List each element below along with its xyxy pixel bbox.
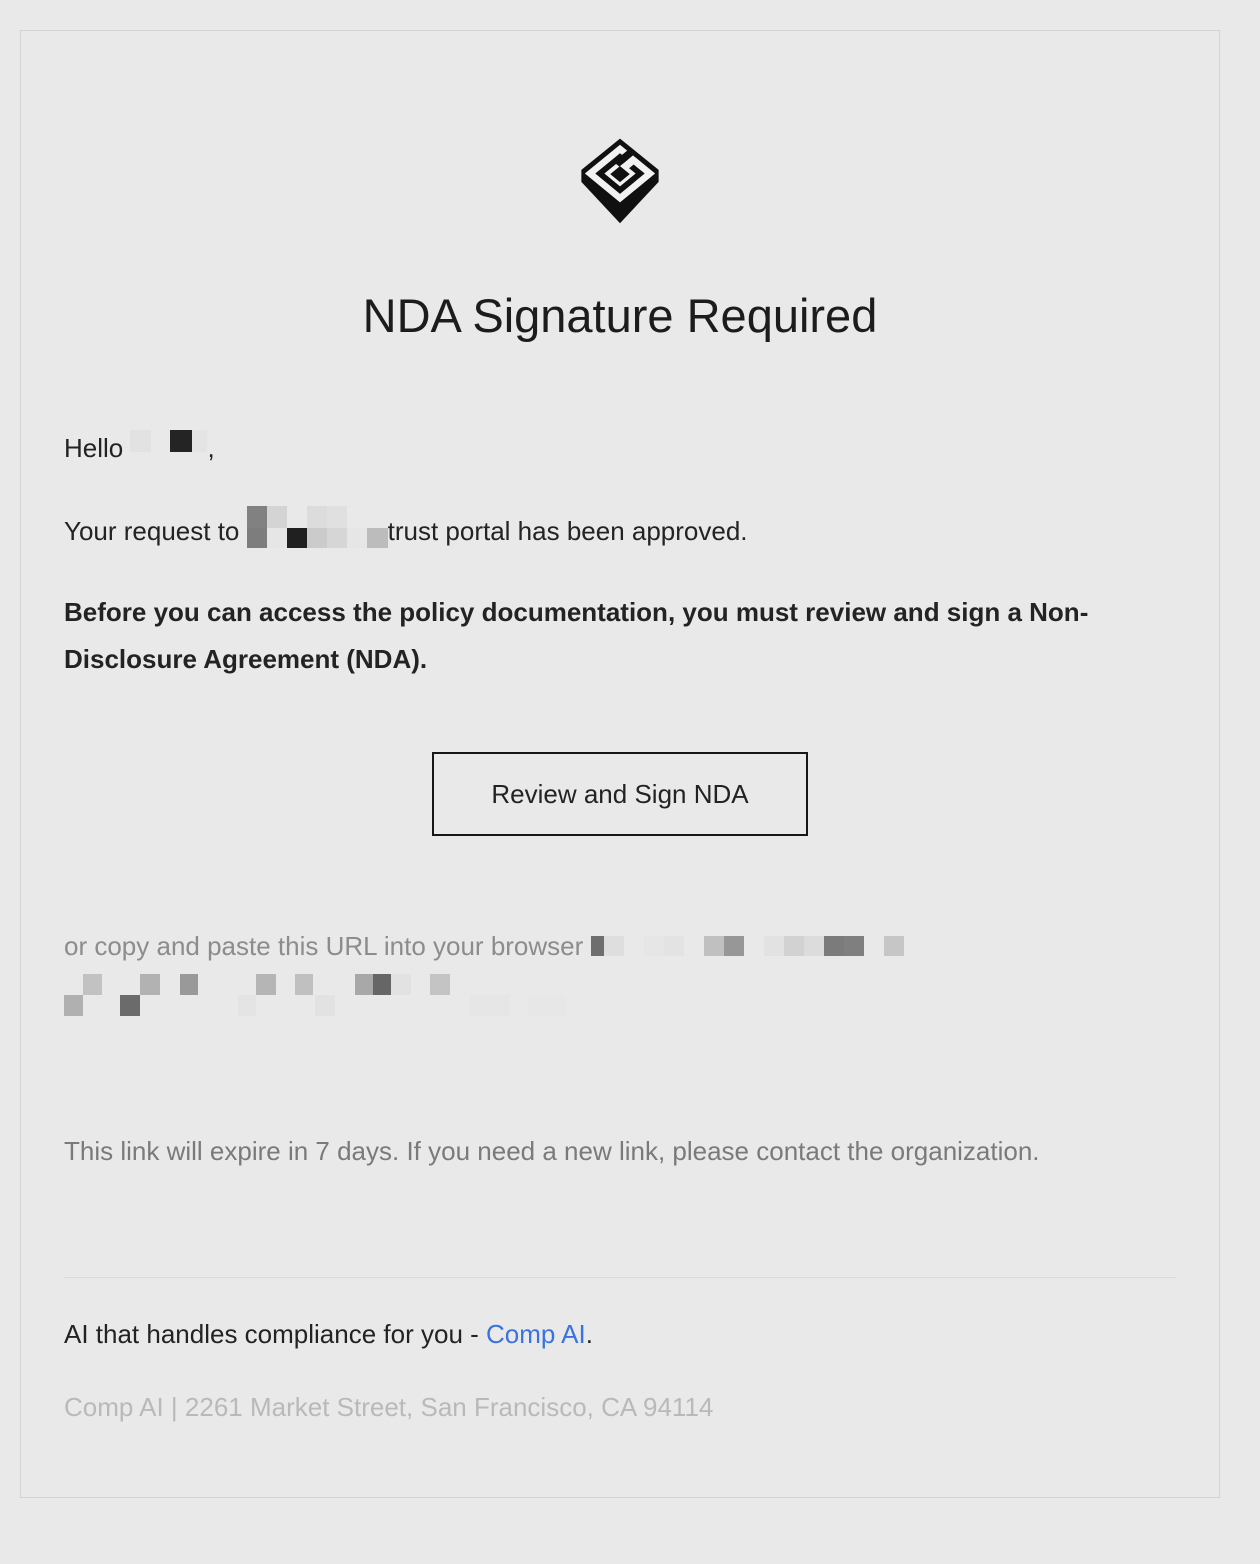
tagline-period: .: [585, 1319, 593, 1349]
nda-notice-line-2: Disclosure Agreement (NDA).: [64, 644, 428, 674]
comp-ai-logo-icon: [574, 134, 666, 226]
review-sign-nda-button[interactable]: Review and Sign NDA: [432, 752, 808, 836]
company-address: Comp AI | 2261 Market Street, San Francisco, CA 94114: [64, 1392, 714, 1422]
greeting-comma: ,: [207, 433, 215, 463]
approval-text: trust portal has been approved.: [387, 516, 748, 546]
redacted-url-part-2: [64, 974, 566, 1016]
url-fallback-line: [64, 923, 1176, 1016]
url-fallback-text: or copy and paste this URL into your browser: [64, 931, 584, 961]
nda-notice-line-1: Before you can access the policy documentation, you must review and sign a Non-: [64, 597, 1089, 627]
nda-notice-text: [64, 589, 1176, 683]
greeting-text: Hello: [64, 433, 124, 463]
button-row: [64, 752, 1176, 836]
approval-line: [64, 506, 1176, 555]
request-text: Your request to: [64, 516, 240, 546]
greeting-line: [64, 425, 1176, 472]
redacted-organization: [247, 506, 388, 548]
footer-divider: [64, 1277, 1176, 1278]
email-container: [20, 30, 1220, 1498]
page-title: NDA Signature Required: [362, 289, 878, 342]
link-expiry-note: This link will expire in 7 days. If you need a new link, please contact the organization.: [64, 1136, 1040, 1166]
redacted-url-part-1: [591, 936, 904, 956]
redacted-recipient-name: [130, 430, 207, 452]
tagline-text: AI that handles compliance for you -: [64, 1319, 487, 1349]
tagline-line: [64, 1311, 1176, 1358]
comp-ai-link[interactable]: Comp AI: [486, 1319, 586, 1349]
